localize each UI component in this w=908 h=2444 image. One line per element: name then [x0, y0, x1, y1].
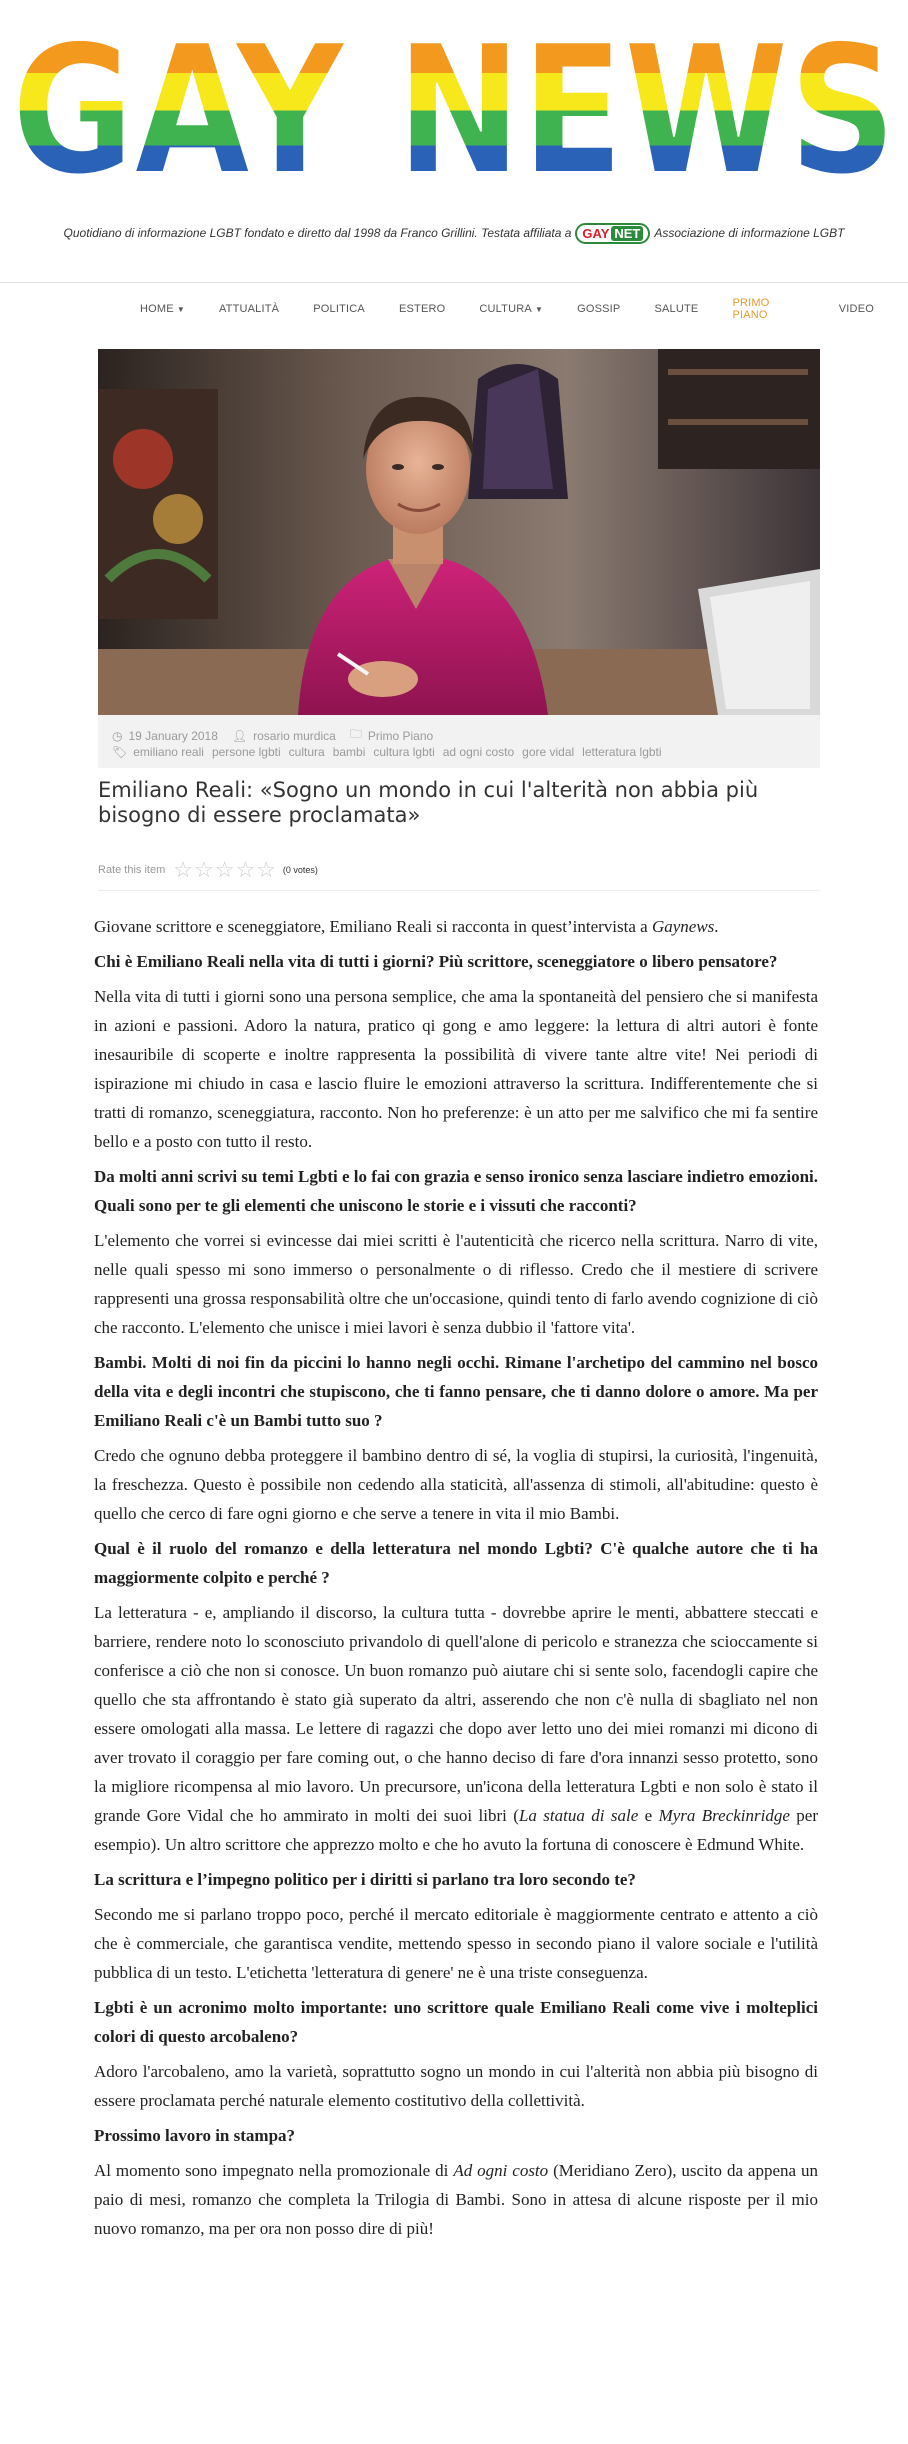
- tag-link[interactable]: gore vidal: [522, 745, 575, 759]
- rating-widget: [98, 855, 820, 885]
- answer-text: e: [638, 1806, 659, 1825]
- interview-question: Prossimo lavoro in stampa?: [94, 2126, 296, 2145]
- book-title: Myra Breckinridge: [658, 1806, 790, 1825]
- tagline-text-pre: Quotidiano di informazione LGBT fondato e diretto dal 1998 da Franco Grillini. Testata affiliata a: [63, 226, 572, 240]
- folder-icon: 🗀: [349, 727, 362, 741]
- nav-label: POLITICA: [313, 303, 365, 315]
- book-title: La statua di sale: [518, 1806, 639, 1825]
- clock-icon: ◷: [112, 728, 123, 743]
- header-divider: [0, 282, 908, 283]
- star-icon[interactable]: ☆: [173, 857, 193, 882]
- intro-text: Giovane scrittore e sceneggiatore, Emiliano Reali si racconta in quest’intervista a: [94, 917, 652, 936]
- star-icon[interactable]: ☆: [214, 857, 235, 882]
- interview-question: Qual è il ruolo del romanzo e della letteratura nel mondo Lgbti? C'è qualche autore che ti ha maggiormente colpito e perché ?: [94, 1539, 818, 1587]
- interview-answer: Secondo me si parlano troppo poco, perché il mercato editoriale è maggiormente centrato e attento a ciò che è commerciale, che garantisca vendite, mettendo spesso in secondo piano il valore sociale e l'utilità pubblica di un testo. L'etichetta 'letteratura di genere' ne è una triste conseguenza.: [94, 1905, 818, 1982]
- logo-text: GAY NEWS: [11, 7, 897, 205]
- main-nav: [140, 297, 908, 321]
- tag-link[interactable]: bambi: [332, 745, 366, 759]
- caret-down-icon: ▼: [534, 305, 544, 314]
- author-link[interactable]: rosario murdica: [253, 728, 336, 743]
- interview-answer: [94, 1598, 818, 1859]
- meta-tags-row: [112, 745, 670, 759]
- interview-question: Lgbti è un acronimo molto importante: uno scrittore quale Emiliano Reali come vive i molteplici colori di questo arcobaleno?: [94, 1998, 818, 2046]
- tagline-text-post: Associazione di informazione LGBT: [654, 226, 845, 240]
- rating-votes: (0 votes): [282, 865, 318, 875]
- answer-text: per esempio). Un altro scrittore che apprezzo molto e che ho avuto la fortuna di conoscere è Edmund White.: [94, 1806, 818, 1854]
- site-logo[interactable]: [0, 0, 908, 205]
- nav-label: VIDEO: [838, 303, 874, 315]
- tag-link[interactable]: emiliano reali: [133, 745, 204, 759]
- article-meta: [98, 715, 820, 768]
- gaynet-logo[interactable]: [575, 223, 650, 244]
- interview-question: Bambi. Molti di noi fin da piccini lo hanno negli occhi. Rimane l'archetipo del cammino nel bosco della vita e degli incontri che stupiscono, che ti fanno pensare, che ti danno dolore o amore. Ma per Emiliano Reali c'è un Bambi tutto suo ?: [94, 1353, 818, 1430]
- book-title: Ad ogni costo: [453, 2161, 549, 2180]
- intro-text-end: .: [714, 917, 719, 936]
- interview-question: La scrittura e l’impegno politico per i diritti si parlano tra loro secondo te?: [94, 1870, 636, 1889]
- nav-label: ESTERO: [398, 303, 446, 315]
- article-body: [94, 912, 818, 2243]
- rating-label: Rate this item: [98, 864, 166, 876]
- rating-divider: [98, 890, 820, 891]
- intro-emphasis: Gaynews: [651, 917, 715, 936]
- nav-item-cultura[interactable]: [479, 303, 543, 315]
- site-tagline: [0, 215, 908, 251]
- gaynet-logo-part-a: GAY: [582, 225, 610, 241]
- article-hero-image: [98, 349, 820, 715]
- nav-item-home[interactable]: [140, 303, 185, 315]
- publish-date: 19 January 2018: [128, 728, 218, 743]
- meta-info-row: [112, 725, 433, 746]
- answer-text: (Meridiano Zero), uscito da appena un paio di mesi, romanzo che completa la Trilogia di Bambi. Sono in attesa di alcune risposte per il mio nuovo romanzo, ma per ora non posso dire di più!: [94, 2161, 818, 2238]
- interview-question: Chi è Emiliano Reali nella vita di tutti i giorni? Più scrittore, sceneggiatore o libero pensatore?: [94, 952, 778, 971]
- nav-item-gossip[interactable]: [577, 303, 620, 315]
- tag-link[interactable]: letteratura lgbti: [582, 745, 662, 759]
- nav-label: GOSSIP: [577, 303, 621, 315]
- nav-label: SALUTE: [654, 303, 699, 315]
- user-icon: 👤︎: [231, 728, 248, 743]
- nav-item-attualita[interactable]: [219, 303, 279, 315]
- answer-text: La letteratura - e, ampliando il discorso, la cultura tutta - dovrebbe aprire le menti, abbattere steccati e barriere, rendere noto lo sconosciuto privandolo di quell'alone di pericolo e stranezza che scioccamente si conferisce a ciò che non si conosce. Un buon romanzo può aiutare chi si sente solo, facendogli capire che quello che sta affrontando è stato già superato da altri, asserendo che non c'è nulla di sbagliato nel non essere omologati alla massa. Le lettere di ragazzi che dopo aver letto uno dei miei romanzi mi dicono di aver trovato il coraggio per fare coming out, o che hanno deciso di fare d'ora innanzi sesso protetto, sono la migliore ricompensa al mio lavoro. Un precursore, un'icona della letteratura Lgbti e non solo è stato il grande Gore Vidal che ho ammirato in molti dei suoi libri (: [94, 1603, 818, 1825]
- nav-label: ATTUALITÀ: [218, 303, 280, 315]
- nav-label: HOME: [140, 303, 174, 315]
- interview-answer: Adoro l'arcobaleno, amo la varietà, soprattutto sogno un mondo in cui l'alterità non abbia più bisogno di essere proclamata perché naturale elemento costitutivo della collettività.: [94, 2062, 818, 2110]
- article-title: Emiliano Reali: «Sogno un mondo in cui l'alterità non abbia più bisogno di essere proclamata»: [98, 778, 759, 827]
- article-intro: [94, 912, 818, 941]
- answer-text: Al momento sono impegnato nella promozionale di: [94, 2161, 454, 2180]
- interview-answer: Credo che ognuno debba proteggere il bambino dentro di sé, la voglia di stupirsi, la curiosità, l'ingenuità, la freschezza. Questo è possibile non cedendo alla staticità, all'assenza di stimoli, all'abitudine: questo è quello che cerco di fare ogni giorno e che serve a tenere in vita il mio Bambi.: [94, 1446, 818, 1523]
- tags-icon: 🏷︎: [112, 745, 128, 759]
- nav-item-primo-piano[interactable]: [732, 297, 804, 321]
- caret-down-icon: ▼: [176, 305, 185, 314]
- tag-link[interactable]: persone lgbti: [211, 745, 281, 759]
- interview-answer: Nella vita di tutti i giorni sono una persona semplice, che ama la spontaneità del pensiero che si manifesta in azioni e passioni. Adoro la natura, pratico qi gong e amo leggere: la lettura di altri autori è fonte inesauribile di scoperte e inoltre rappresenta la possibilità di vivere tante altre vite! Nei periodi di ispirazione mi chiudo in casa e lascio fluire le emozioni attraverso la scrittura. Indifferentemente che si tratti di romanzo, sceneggiatura, racconto. Non ho preferenze: è un atto per me salvifico che mi fa sentire bello e a posto con tutto il resto.: [94, 987, 818, 1151]
- star-icon[interactable]: ☆: [235, 857, 256, 882]
- tag-link[interactable]: ad ogni costo: [442, 745, 515, 759]
- nav-item-salute[interactable]: [654, 303, 698, 315]
- category-link[interactable]: Primo Piano: [367, 728, 434, 743]
- tag-link[interactable]: cultura lgbti: [373, 745, 435, 759]
- interview-question: Da molti anni scrivi su temi Lgbti e lo fai con grazia e senso ironico senza lasciare indietro emozioni. Quali sono per te gli elementi che uniscono le storie e i vissuti che racconti?: [94, 1167, 818, 1215]
- nav-item-politica[interactable]: [313, 303, 365, 315]
- star-icon[interactable]: ☆: [193, 857, 214, 882]
- tag-link[interactable]: cultura: [288, 745, 325, 759]
- nav-label: PRIMO PIANO: [732, 297, 770, 321]
- rating-stars: [173, 859, 277, 881]
- nav-item-video[interactable]: [839, 303, 874, 315]
- nav-label: CULTURA: [479, 303, 532, 315]
- gaynet-logo-part-b: NET: [611, 226, 643, 241]
- interview-answer: L'elemento che vorrei si evincesse dai miei scritti è l'autenticità che ricerco nella scrittura. Narro di vite, nelle quali spesso mi sono immerso o personalmente o di riflesso. Credo che il mestiere di scrivere rappresenti una grossa responsabilità oltre che un'occasione, quindi tento di farlo avendo cognizione di ciò che racconto. L'elemento che unisce i miei lavori è senza dubbio il 'fattore vita'.: [94, 1231, 818, 1337]
- interview-answer: [94, 2156, 818, 2243]
- nav-item-estero[interactable]: [399, 303, 445, 315]
- star-icon[interactable]: ☆: [256, 857, 276, 882]
